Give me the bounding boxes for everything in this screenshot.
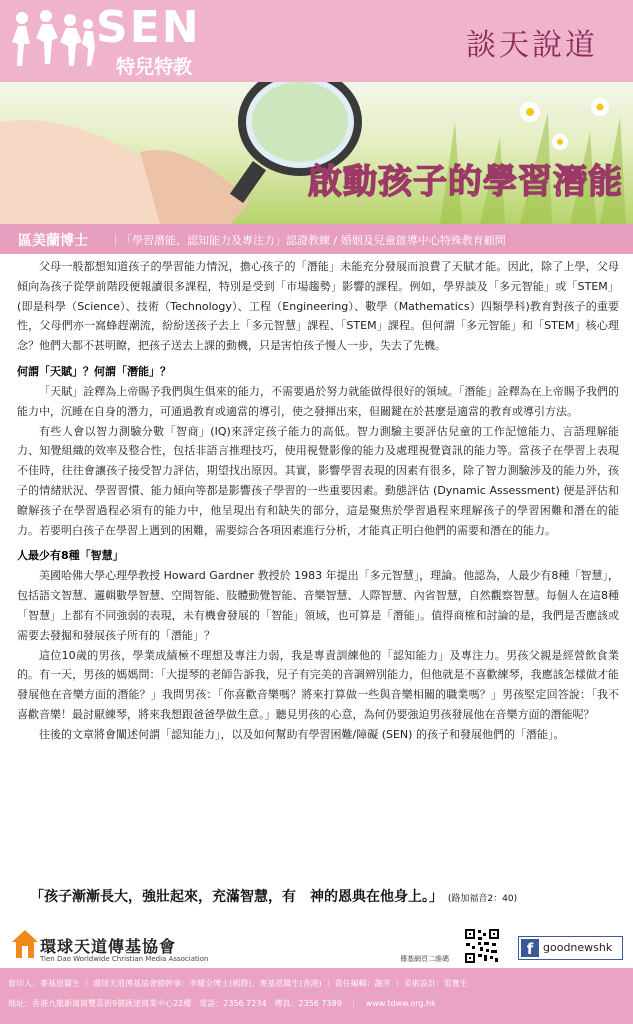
paragraph: 美國哈佛大學心理學教授 Howard Gardner 教授於 1983 年提出「多元智慧」，理論。他認為，人最少有8種「智慧」，包括語文智慧、邏輯數學智慧、空間智能、肢體動覺智能、音樂智慧、人際智慧、內省智慧，自然觀察智慧。每個人在這8種「智慧」上都有不同強弱的表現，未有機會發展的「智能」領域，也可算是「潛能」。值得商榷和討論的是，我們是否應該或需要去發掘和發展孩子所有的「潛能」？ [17, 569, 619, 642]
qr-code-label: 傳基網頁二維碼 [400, 955, 449, 963]
page-header [0, 0, 633, 82]
children-figures-icon [8, 8, 96, 70]
scripture-quote [30, 886, 517, 906]
facebook-icon: f [521, 939, 539, 957]
organization-name-en: Tien Dao Worldwide Christian Media Association [40, 955, 209, 963]
section-heading: 何謂「天賦」？何謂「潛能」？ [17, 364, 171, 378]
paragraph: 有些人會以智力測驗分數「智商」(IQ)來評定孩子能力的高低。智力測驗主要評估兒童的工作記憶能力、言語理解能力、知覺組織的效率及整合性，包括非語言推理技巧，使用視覺影像的能力及處理視覺資訊的能力等。當孩子在學習上表現不佳時，往往會讓孩子接受智力評估，期望找出原因。其實，影響學習表現的因素有很多，除了智力測驗涉及的能力外，孩子的情緒狀況、學習習慣、能力傾向等都是影響孩子學習的一些重要因素。動態評估 (Dynamic Assessment) 便是評估和瞭解孩子在學習過程必須有的能力中，他呈現出有和缺失的部分，這是聚焦於學習過程來理解孩子的學習困難和潛在的能力。若要明白孩子在學習上遇到的困難，需要綜合各項因素進行分析，才能真正明白他們的需要和潛在的能力。 [17, 424, 619, 537]
logo-sen: SEN [96, 2, 201, 53]
organization-name: 環球天道傳基協會 [40, 937, 177, 956]
author-name: 區美蘭博士 [18, 233, 88, 249]
paragraph: 父母一般都想知道孩子的學習能力情況，擔心孩子的「潛能」未能充分發展而浪費了天賦才能。因此，除了上學，父母傾向為孩子從學前階段便報讀很多課程，特別是受到「市場趨勢」影響的課程。例如，學界談及「多元智能」或「STEM」(即是科學（Science）、技術（Technology）、工程（Engineering）、數學（Mathematics）四類學科)教育對孩子的重要性，父母們亦一窩蜂趕潮流，紛紛送孩子去上「多元智慧」課程、「STEM」課程。但何謂「多元智能」和「STEM」核心理念？他們大都不甚明瞭，把孩子送去上課的動機，只是害怕孩子慢人一步，失去了先機。 [17, 260, 619, 353]
paragraph: 往後的文章將會闡述何謂「認知能力」，以及如何幫助有學習困難/障礙 (SEN) 的孩子和發展他們的「潛能」。 [39, 727, 565, 741]
footer-contact: 地址：香港九龍新蒲崗雙喜街9號匯達商業中心22樓 電話：2356 7234 傳真：2356 7389 ｜ www.tdww.org.hk [8, 999, 436, 1008]
qr-code-icon[interactable] [464, 928, 500, 964]
column-title: 談天說道 [466, 28, 598, 63]
facebook-link[interactable] [518, 936, 623, 960]
quote-text: 「孩子漸漸長大，強壯起來，充滿智慧，有 神的恩典在他身上。」 [30, 889, 443, 905]
section-heading: 人最少有8種「智慧」 [17, 549, 124, 563]
author-description: ｜「學習潛能、認知能力及專注力」認證教練 / 婚姻及兒童啟導中心特殊教育顧問 [110, 234, 506, 247]
paragraph: 這位10歲的男孩，學業成績極不理想及專注力弱，我是專責訓練他的「認知能力」及專注力。男孩父親是經營飲食業的。有一天，男孩的媽媽問：「大提琴的老師告訴我，兒子有完美的音調辨別能力，但他就是不喜歡練琴，我應該怎樣做才能發展他在音樂方面的潛能？」我問男孩：「你喜歡音樂嗎？將來打算做一些與音樂相關的職業嗎？」男孩堅定回答說：「我不喜歡音樂！最討厭練琴，將來我想跟爸爸學做生意。」聽見男孩的心意，為何仍要強迫男孩發展他在音樂方面的潛能呢？ [17, 648, 619, 721]
hero-image [0, 82, 633, 224]
page-footer [0, 968, 633, 1024]
organization-logo-icon [10, 928, 40, 962]
paragraph: 「天賦」詮釋為上帝賜予我們與生俱來的能力，不需要過於努力就能做得很好的領域。「潛能」詮釋為在上帝賜予我們的能力中，沉睡在自身的潛力，可通過教育或適當的導引，使之發揮出來，但關鍵在於甚麼是適當的教育或導引方法。 [17, 384, 619, 418]
author-bar [0, 224, 633, 254]
facebook-handle: goodnewshk [543, 941, 613, 954]
article-body [17, 257, 619, 745]
footer-credits: 督印人：麥基恩醫生 ｜ 環球天道傳基協會總幹事：李耀全博士(國際)、麥基恩醫生(香港) ｜ 責任編輯：謝芳 ｜ 美術設計：雷寶生 [8, 979, 468, 988]
article-title: 啟動孩子的學習潛能 [308, 162, 623, 202]
quote-reference: (路加福音2：40) [447, 894, 518, 904]
logo-subtitle: 特兒特教 [116, 56, 193, 78]
